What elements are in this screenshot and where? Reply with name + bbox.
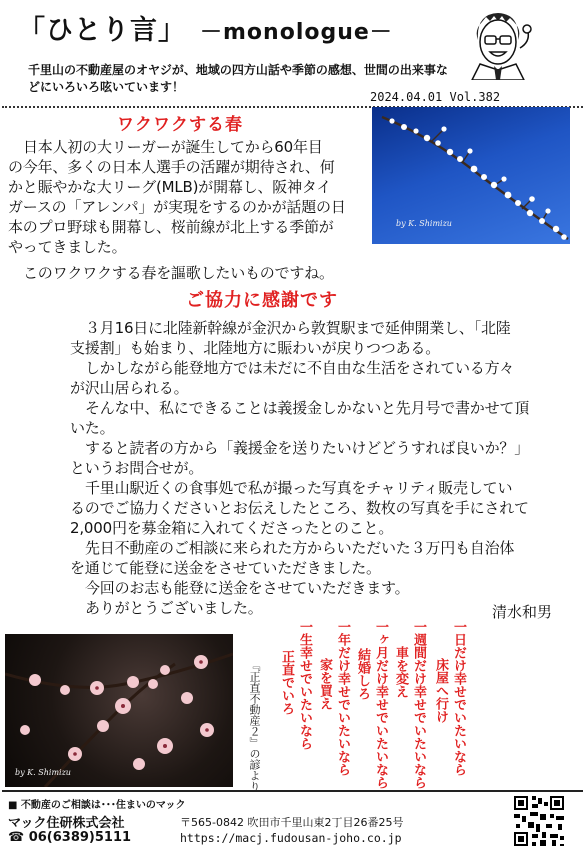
qr-code-icon[interactable]	[512, 794, 566, 848]
article2-line: すると読者の方から「義援金を送りたいけどどうすれば良いか？」	[85, 439, 530, 457]
article2-line: 2,000円を募金箱に入れてくださったとのこと。	[70, 519, 394, 537]
company-address: 〒565-0842 吹田市千里山東2丁目26番25号	[180, 816, 404, 829]
footer-divider	[2, 790, 583, 792]
website-link[interactable]: https://macj.fudousan-joho.co.jp	[180, 831, 402, 845]
article1-line: ガースの「アレンパ」が実現をするのかが話題の日	[8, 198, 346, 216]
article2-line: 今回のお志も能登に送金をさせていただきます。	[85, 579, 410, 597]
poem-line: 家を買え	[317, 658, 332, 710]
plum-branch-photo	[372, 107, 570, 244]
article1-line: 本のプロ野球も開幕し、桜前線が北上する季節が	[8, 218, 334, 236]
article2-heading: ご協力に感謝です	[186, 290, 338, 311]
masthead	[18, 8, 458, 48]
article1-heading: ワクワクする春	[117, 115, 243, 135]
photo-credit: by K. Shimizu	[396, 219, 452, 228]
poem-line: 床屋へ行け	[433, 658, 448, 723]
article2-line: というお問合せが。	[70, 459, 204, 477]
poem-source-caption: 『正直不動産２』の諺より	[248, 660, 261, 792]
article2-line: 千里山駅近くの食事処で私が撮った写真をチャリティ販売してい	[85, 479, 513, 497]
poem-line: 一年だけ幸せでいたいなら	[335, 620, 350, 776]
article1-closing: このワクワクする春を謳歌したいものですね。	[23, 264, 334, 282]
poem-line: 結婚しろ	[355, 648, 370, 700]
article1-line: やってきました。	[8, 238, 127, 256]
article2-line: ３月16日に北陸新幹線が金沢から敦賀駅まで延伸開業し、「北陸	[85, 319, 511, 337]
company-name: マック住研株式会社	[8, 816, 125, 831]
article2-line: そんな中、私にできることは義援金しかないと先月号で書かせて頂	[85, 399, 530, 417]
author-signature: 清水和男	[492, 603, 553, 621]
article2-line: いた。	[70, 419, 115, 437]
article1-line: の今年、多くの日本人選手の活躍が期待され、何	[8, 158, 335, 176]
poem-line: 正直でいろ	[279, 650, 294, 715]
footer-note: ■ 不動産のご相談は･･･住まいのマック	[8, 800, 186, 811]
poem-line: 一日だけ幸せでいたいなら	[451, 620, 466, 776]
article2-line: が沢山居られる。	[70, 379, 189, 397]
plum-blossom-photo	[5, 634, 233, 787]
article2-line: るのでご協力くださいとお伝えしたところ、数枚の写真を手にされて	[70, 499, 529, 517]
newsletter-subtitle: －monologue－	[200, 20, 393, 45]
phone-number: ☎ 06(6389)5111	[8, 830, 132, 845]
article2-body	[70, 318, 578, 618]
intro-text: 千里山の不動産屋のオヤジが、地域の四方山話や季節の感想、世間の出来事などにいろいろ呟いています！	[28, 63, 448, 94]
article2-line: しかしながら能登地方では未だに不自由な生活をされている方々	[85, 359, 515, 377]
article2-line: を通じて能登に送金をさせていただきました。	[70, 559, 381, 577]
article1-body	[8, 137, 366, 257]
poem-line: 車を変え	[393, 646, 408, 698]
photo-credit: by K. Shimizu	[15, 768, 71, 777]
author-portrait	[458, 8, 538, 80]
article2-line: 支援割」も始まり、北陸地方に賑わいが戻りつつある。	[70, 339, 441, 357]
article1-line: かと賑やかな大リーグ(MLB)が開幕し、阪神タイ	[8, 178, 332, 196]
newsletter-title: 「ひとり言」	[18, 15, 186, 46]
poem-line: 一週間だけ幸せでいたいなら	[411, 620, 426, 789]
poem-line: 一生幸せでいたいなら	[297, 620, 312, 750]
pink-blossom-illustration	[5, 634, 233, 787]
poem-line: 一ヶ月だけ幸せでいたいなら	[373, 620, 388, 789]
article2-line: ありがとうございました。	[85, 599, 263, 617]
issue-number: 2024.04.01 Vol.382	[370, 90, 501, 104]
article2-line: 先日不動産のご相談に来られた方からいただいた３万円も自治体	[85, 539, 515, 557]
article1-line: 日本人初の大リーガーが誕生してから60年目	[23, 138, 323, 156]
